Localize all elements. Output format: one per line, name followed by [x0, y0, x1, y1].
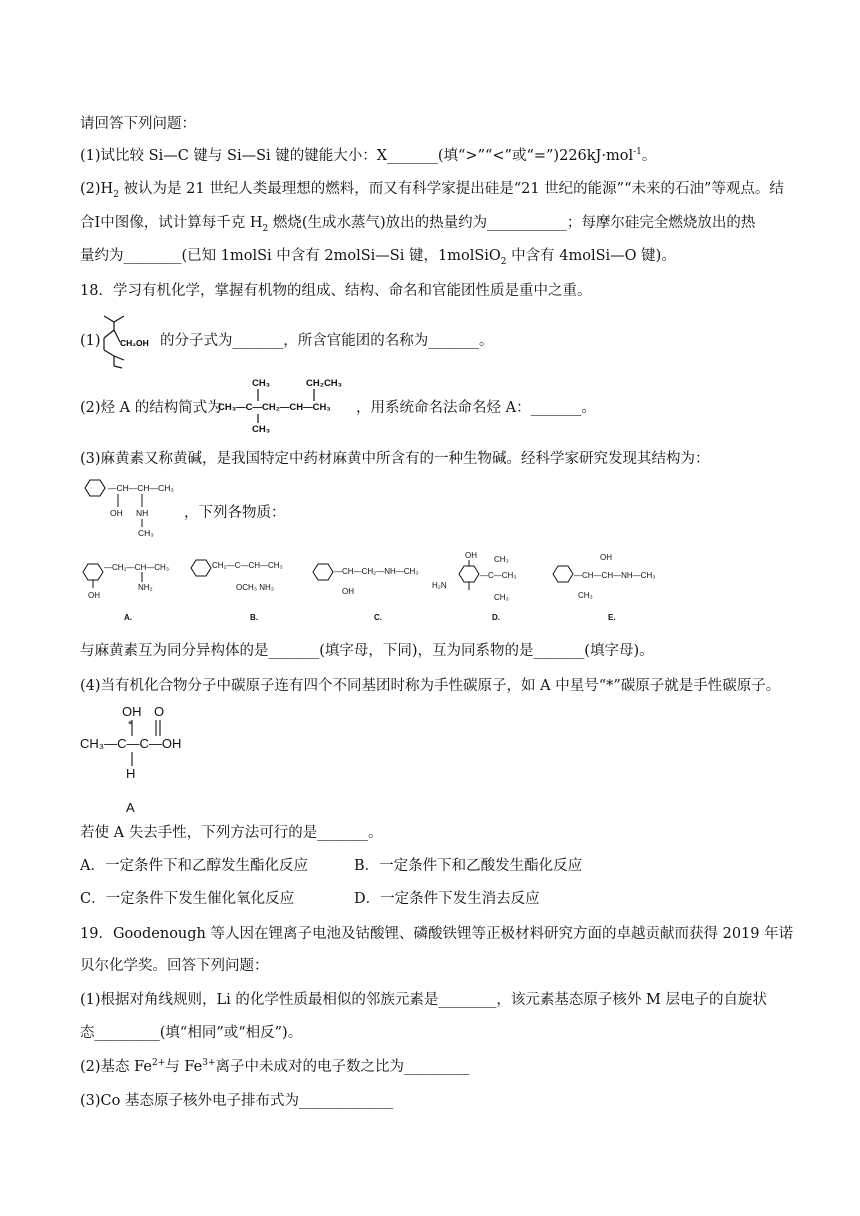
svg-text:OCH₃ NH₂: OCH₃ NH₂ [236, 583, 274, 592]
q17-part1: (1)试比较 Si—C 键与 Si—Si 键的键能大小：X_______(填“>”“<”或“=”)226kJ·mol$^{-1}$。 [80, 147, 657, 164]
q18-part2-prefix: (2)烃 A 的结构简式为 [80, 400, 222, 416]
q19-title-line2: 贝尔化学奖。回答下列问题： [80, 958, 269, 974]
svg-text:CH₃: CH₃ [494, 555, 509, 564]
q17-part2-line1: $(2)H_2$ 被认为是 21 世纪人类最理想的燃料，而又有科学家提出硅是“21 世纪的能源”“未来的石油”等观点。结 [80, 181, 784, 200]
svg-text:CH₃: CH₃ [578, 591, 593, 600]
svg-text:H: H [126, 766, 136, 781]
svg-text:CH₃: CH₃ [252, 424, 271, 435]
svg-text:OH: OH [342, 587, 354, 596]
svg-text:A: A [126, 800, 135, 815]
q19-part1-line2: 态_________(填“相同”或“相反”)。 [80, 1025, 303, 1041]
svg-text:—CH₂—CH—CH₃: —CH₂—CH—CH₃ [104, 563, 170, 572]
q18-part2-suffix: ，用系统命名法命名烃 A：_______。 [356, 400, 596, 416]
choice-b: B．一定条件下和乙酸发生酯化反应 [354, 858, 583, 874]
q19-part3: (3)Co 基态原子核外电子排布式为_____________ [80, 1093, 394, 1109]
svg-text:OH: OH [122, 704, 142, 719]
q18-part4-question: 若使 A 失去手性，下列方法可行的是_______。 [80, 825, 383, 841]
svg-text:—C—CH₃: —C—CH₃ [480, 571, 517, 580]
q19-part2: (2)基态 $Fe^{2+}$与 $Fe^{3+}$离子中未成对的电子数之比为_________ [80, 1058, 470, 1075]
q18-part4-text: (4)当有机化合物分子中碳原子连有四个不同基团时称为手性碳原子，如 A 中星号“*”碳原子就是手性碳原子。 [80, 678, 781, 694]
svg-text:H₂N: H₂N [432, 581, 447, 590]
svg-text:C.: C. [374, 613, 382, 622]
svg-text:D.: D. [492, 613, 500, 622]
choice-d: D．一定条件下发生消去反应 [354, 891, 540, 907]
svg-text:OH: OH [465, 551, 477, 560]
q17-part2-line3: 量约为________(已知 1molSi 中含有 2molSi—Si 键，1molSiO$_2$ 中含有 4molSi—O 键)。 [80, 248, 676, 267]
q18-part1-prefix: (1) [80, 333, 101, 349]
q18-part3-question: 与麻黄素互为同分异构体的是_______(填字母，下同)，互为同系物的是_______(填字母)。 [80, 643, 654, 659]
svg-text:OH: OH [600, 553, 612, 562]
q18-part3-suffix: ，下列各物质： [184, 505, 286, 521]
hydrocarbon-a-structure [218, 374, 358, 438]
q19-title-line1: 19．Goodenough 等人因在锂离子电池及钴酸锂、磷酸铁锂等正极材料研究方面的卓越贡献而获得 2019 年诺 [80, 926, 794, 942]
svg-text:OH: OH [110, 508, 123, 518]
option-structures [80, 548, 690, 624]
svg-text:CH₃: CH₃ [252, 378, 271, 389]
svg-text:CH₂—C—CH—CH₃: CH₂—C—CH—CH₃ [212, 561, 283, 570]
svg-text:CH₂CH₃: CH₂CH₃ [306, 378, 343, 389]
q18-title: 18．学习有机化学，掌握有机物的组成、结构、命名和官能团性质是重中之重。 [80, 283, 592, 299]
svg-text:*: * [128, 719, 133, 731]
svg-text:—CH—CH—NH—CH₃: —CH—CH—NH—CH₃ [574, 571, 656, 580]
svg-text:—CH—CH—CH₃: —CH—CH—CH₃ [108, 483, 174, 493]
svg-text:OH: OH [88, 591, 100, 600]
svg-text:CH₃—C—C—OH: CH₃—C—C—OH [80, 736, 182, 751]
svg-text:—CH—CH₂—NH—CH₃: —CH—CH₂—NH—CH₃ [334, 567, 419, 576]
choice-c: C．一定条件下发生催化氧化反应 [80, 891, 295, 907]
q18-part3-text: (3)麻黄素又称黄碱，是我国特定中药材麻黄中所含有的一种生物碱。经科学家研究发现其结构为： [80, 451, 710, 467]
choice-a: A．一定条件下和乙醇发生酯化反应 [80, 858, 308, 874]
q18-part1-suffix: 的分子式为_______，所含官能团的名称为_______。 [160, 333, 494, 349]
svg-text:A.: A. [124, 613, 132, 622]
ephedrine-structure [78, 476, 188, 540]
ch2oh-label: CH₂OH [120, 338, 149, 348]
svg-text:B.: B. [250, 613, 258, 622]
svg-text:CH₃—C—CH₂—CH—CH₃: CH₃—C—CH₂—CH—CH₃ [218, 402, 331, 413]
q17-intro: 请回答下列问题： [80, 116, 196, 132]
svg-text:CH₃: CH₃ [138, 528, 154, 538]
lactic-acid-structure [80, 700, 220, 816]
q19-part1-line1: (1)根据对角线规则，Li 的化学性质最相似的邻族元素是________，该元素基态原子核外 M 层电子的自旋状 [80, 992, 767, 1008]
svg-text:CH₃: CH₃ [494, 593, 509, 602]
svg-text:O: O [154, 704, 165, 719]
terpene-alcohol-structure [96, 312, 160, 370]
q17-part2-line2: 合Ⅰ中图像，试计算每千克 $H_2$ 燃烧(生成水蒸气)放出的热量约为___________；每摩尔硅完全燃烧放出的热 [80, 215, 756, 234]
svg-text:NH: NH [136, 508, 149, 518]
svg-text:E.: E. [608, 613, 616, 622]
svg-text:NH₂: NH₂ [138, 583, 153, 592]
